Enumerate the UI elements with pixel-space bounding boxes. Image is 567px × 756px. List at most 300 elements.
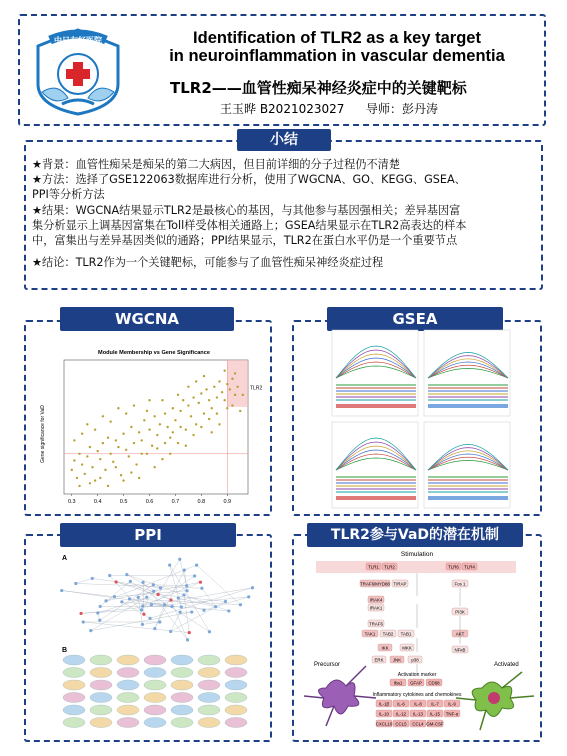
ppi-edge [122,602,150,619]
gsea-rank-bar [336,496,416,500]
scatter-point [112,461,114,463]
scatter-point [146,453,148,455]
scatter-point [229,388,231,390]
scatter-point [169,453,171,455]
gsea-hit-band [336,390,416,392]
signal-node-label: IKK [381,645,389,651]
scatter-point [177,442,179,444]
summary-results-2: 集分析显示上调基因富集在Toll样受体相关通路上；GSEA结果显示在TLR2高表达的样本 [32,218,467,232]
ppi-edge [171,600,188,640]
ppi-edge [76,578,92,583]
cytokine-box-label: IL-9 [448,701,456,707]
ppi-node [202,609,205,612]
scatter-point [151,445,153,447]
gsea-title: GSEA [327,307,503,331]
x-tick-label: 0.9 [223,499,232,505]
scatter-point [156,434,158,436]
activated-label: Activated [494,662,519,668]
scatter-point [148,399,150,401]
scatter-point [86,423,88,425]
scatter-point [179,426,181,428]
scatter-point [133,404,135,406]
ppi-edge [197,565,241,605]
gsea-hit-band [428,390,508,392]
activation-marker-box-label: Iba1 [393,680,403,686]
scatter-point [234,372,236,374]
ppi-node [99,605,102,608]
signal-node-label: TRAF6/MYD88 [360,581,390,587]
scatter-point [91,466,93,468]
scatter-point [192,434,194,436]
ppi-node [89,629,92,632]
cytokine-box-label: IL-13 [412,711,424,717]
title-en-line1: Identification of TLR2 as a key target [193,29,481,47]
ppi-gene-bubble [144,693,166,703]
scatter-point [146,410,148,412]
ppi-node [137,596,140,599]
scatter-point [226,407,228,409]
gsea-hit-band [336,384,416,386]
ppi-edge [170,565,210,632]
ppi-node [224,600,227,603]
ppi-gene-bubble [225,693,247,703]
scatter-point [190,415,192,417]
scatter-point [73,439,75,441]
ppi-node [128,597,131,600]
signal-node-label: ERK [374,657,384,663]
cytokine-box-label: IL-6 [397,701,405,707]
ppi-gene-bubble [90,705,112,715]
scatter-point [102,415,104,417]
scatter-point [231,404,233,406]
author: 王玉晔 B2021023027 [220,102,345,116]
gsea-hit-band [428,488,508,490]
ppi-node [177,597,180,600]
ppi-node [163,603,166,606]
ppi-node [129,580,132,583]
gsea-rank-bar [428,496,508,500]
scatter-point [179,410,181,412]
ppi-gene-bubble [90,668,112,678]
ppi-gene-bubble [144,680,166,690]
scatter-point [185,445,187,447]
ppi-node [152,583,155,586]
ppi-gene-bubble [90,693,112,703]
ppi-node [108,574,111,577]
scatter-point [128,455,130,457]
scatter-point [122,433,124,435]
scatter-point [73,459,75,461]
scatter-point [172,431,174,433]
scatter-point [203,412,205,414]
gsea-hit-band [428,393,508,395]
ppi-node [96,611,99,614]
scatter-point [185,428,187,430]
membrane-band [316,561,516,573]
scatter-point [236,386,238,388]
ppi-node [200,587,203,590]
gsea-hit-band [336,479,416,481]
scatter-point [208,399,210,401]
scatter-point [125,412,127,414]
scatter-point [218,423,220,425]
precursor-label: Precursor [314,662,341,668]
signal-node-label: JNK [392,657,402,663]
ppi-node [180,605,183,608]
ppi-node [115,580,118,583]
gsea-hit-band [336,485,416,487]
ppi-node [74,582,77,585]
cytokines-label: Inflammatory cytokines and chemokines [372,692,462,698]
scatter-point [226,383,228,385]
signal-node-label: IRAK4 [369,597,383,603]
summary-title: 小结 [237,129,331,151]
scatter-point [213,386,215,388]
scatter-point [154,466,156,468]
signal-node-label: TAB1 [400,631,412,637]
ppi-node [104,599,107,602]
scatter-point [130,426,132,428]
ppi-node [113,595,116,598]
cytokine-box-label: IL-10 [378,711,390,717]
signal-node-label: TAK1 [364,631,376,637]
summary-background: ★背景：血管性痴呆是痴呆的第二大病因，但目前详细的分子过程仍不清楚 [32,158,401,171]
ppi-node [158,620,161,623]
x-tick-label: 0.6 [145,499,154,505]
ppi-node [169,630,172,633]
gsea-hit-band [336,482,416,484]
scatter-point [164,412,166,414]
gsea-hit-band [428,384,508,386]
wgcna-plot-frame [64,360,248,494]
cytokine-box-label: CCL4 [412,721,424,727]
ppi-gene-bubble [198,680,220,690]
ppi-node [247,595,250,598]
scatter-point [115,439,117,441]
ppi-edge [92,578,160,588]
scatter-point [117,446,119,448]
ppi-gene-bubble [63,655,85,665]
hospital-logo [32,26,124,118]
x-tick-label: 0.4 [93,499,102,505]
ppi-panel-b-label: B [62,647,68,654]
ppi-gene-bubble [198,668,220,678]
x-tick-label: 0.7 [171,499,180,505]
ppi-node [182,593,185,596]
ppi-node [214,605,217,608]
ppi-node [168,564,171,567]
scatter-point [195,423,197,425]
scatter-point [156,447,158,449]
ppi-gene-bubble [198,718,220,728]
activation-marker-box-label: CD68 [428,680,440,686]
scatter-point [216,412,218,414]
scatter-point [172,407,174,409]
scatter-point [187,404,189,406]
summary-methods-1: ★方法：选择了GSE122063数据库进行分析，使用了WGCNA、GO、KEGG、GSEA、 [32,173,466,187]
scatter-point [221,391,223,393]
ppi-node [141,581,144,584]
scatter-point [154,415,156,417]
gsea-rank-bar [336,404,416,408]
scatter-point [187,386,189,388]
gsea-enrichment-plots [330,328,514,512]
scatter-point [234,394,236,396]
advisor: 导师：彭丹涛 [366,102,439,116]
cytokine-box-label: IL-1β [378,701,390,707]
ppi-node [60,589,63,592]
tlr2-highlight-region [227,360,248,407]
ppi-node [145,596,148,599]
ppi-gene-bubble [225,668,247,678]
ppi-node [199,581,202,584]
svg-text:中日友好医院: 中日友好医院 [54,36,102,45]
ppi-node [195,564,198,567]
ppi-node [79,612,82,615]
ppi-gene-bubble [90,655,112,665]
scatter-point [86,455,88,457]
gsea-hit-band [336,476,416,478]
ppi-node [150,603,153,606]
ppi-node [152,590,155,593]
ppi-gene-bubble [144,705,166,715]
ppi-node [179,611,182,614]
summary-panel [24,140,543,290]
ppi-node [185,584,188,587]
scatter-point [203,375,205,377]
signal-node-label: IRAK1 [369,605,383,611]
scatter-point [218,380,220,382]
scatter-point [231,378,233,380]
ppi-gene-bubble [90,680,112,690]
signal-node-label: Fos 1 [454,581,466,587]
ppi-gene-bubble [171,655,193,665]
ppi-gene-bubble [117,655,139,665]
scatter-point [117,407,119,409]
scatter-point [94,479,96,481]
ppi-gene-bubble [117,693,139,703]
ppi-edge [83,622,189,633]
gsea-hit-band [428,482,508,484]
scatter-point [78,485,80,487]
ppi-gene-bubble [90,718,112,728]
scatter-point [122,479,124,481]
ppi-gene-bubble [171,680,193,690]
receptor-box-label: TLR2 [384,564,395,570]
signal-node-label: NFκB [454,647,466,653]
scatter-point [143,419,145,421]
scatter-point [71,469,73,471]
activation-marker-box-label: GFAP [410,680,422,686]
ppi-gene-bubble [171,705,193,715]
ppi-gene-bubble [63,705,85,715]
signal-node-label: PI3K [455,609,465,615]
scatter-point [211,407,213,409]
gsea-hit-band [336,393,416,395]
ppi-node [188,631,191,634]
ppi-gene-bubble [225,655,247,665]
scatter-point [84,473,86,475]
ppi-node [156,593,159,596]
scatter-point [161,458,163,460]
ppi-node [142,613,145,616]
cytokine-box-label: GM-CSF [426,721,444,727]
ppi-edge [158,595,225,602]
activated-microglia-shape [456,672,534,730]
wgcna-ylabel: Gene significance for VaD [40,405,46,463]
signal-node-label: TIRAP [393,581,407,587]
summary-methods-2: PPI等分析方法 [32,188,105,202]
scatter-point [99,477,101,479]
receptor-box-label: TLR1 [368,564,379,570]
scatter-point [174,419,176,421]
wgcna-chart-title: Module Membership vs Gene Significance [98,350,210,356]
scatter-point [166,426,168,428]
ppi-gene-bubble [171,718,193,728]
ppi-node [190,610,193,613]
title-en-line2: in neuroinflammation in vascular dementia [169,47,505,65]
ppi-node [193,574,196,577]
scatter-point [159,423,161,425]
gsea-hit-band [428,485,508,487]
ppi-gene-bubble [198,693,220,703]
scatter-point [223,399,225,401]
mechanism-diagram [296,548,538,738]
scatter-point [107,485,109,487]
gsea-hit-band [428,387,508,389]
scatter-point [81,433,83,435]
summary-body [32,157,538,270]
scatter-point [102,442,104,444]
ppi-gene-bubble [144,718,166,728]
ppi-node [153,627,156,630]
scatter-point [133,442,135,444]
scatter-point [94,428,96,430]
scatter-point [164,442,166,444]
ppi-edge [204,597,249,610]
scatter-point [195,380,197,382]
ppi-node [148,617,151,620]
x-tick-label: 0.5 [119,499,128,505]
wgcna-scatter-chart [30,342,268,510]
x-tick-label: 0.8 [197,499,206,505]
cytokine-box-label: IL-15 [429,711,441,717]
wgcna-title: WGCNA [60,307,234,331]
signal-node-label: TRAF6 [369,621,383,627]
ppi-node [98,619,101,622]
scatter-point [107,437,109,439]
scatter-point [200,426,202,428]
ppi-gene-bubble [225,680,247,690]
precursor-microglia-shape [304,666,376,726]
scatter-point [89,446,91,448]
gsea-hit-band [428,399,508,401]
ppi-node [251,586,254,589]
scatter-point [169,437,171,439]
ppi-network-figure [60,552,256,736]
ppi-gene-bubble [225,718,247,728]
gsea-hit-band [336,399,416,401]
tlr2-point-label: TLR2 [250,385,263,392]
scatter-point [125,449,127,451]
ppi-gene-bubble [117,705,139,715]
gsea-hit-band [336,488,416,490]
activation-marker-label: Activation marker [397,672,437,678]
scatter-point [239,410,241,412]
gsea-hit-band [336,396,416,398]
title-zh: TLR2——血管性痴呆神经炎症中的关键靶标 [170,79,467,97]
ppi-node [120,600,123,603]
ppi-node [227,609,230,612]
ppi-node [91,577,94,580]
scatter-point [99,458,101,460]
ppi-node [239,603,242,606]
gsea-hit-band [336,387,416,389]
ppi-node [125,573,128,576]
scatter-point [211,431,213,433]
ppi-gene-bubble [171,693,193,703]
scatter-point [130,471,132,473]
cytokine-box-label: IL-7 [431,701,439,707]
scatter-point [216,396,218,398]
cytokine-box-label: CCL5 [395,721,407,727]
scatter-point [182,399,184,401]
scatter-point [242,394,244,396]
mechanism-title: TLR2参与VaD的潜在机制 [307,523,523,547]
scatter-point [161,399,163,401]
ppi-node [159,586,162,589]
scatter-point [96,450,98,452]
scatter-point [81,463,83,465]
ppi-node [82,620,85,623]
scatter-point [205,388,207,390]
gsea-hit-band [428,396,508,398]
scatter-point [89,482,91,484]
ppi-gene-bubble [63,668,85,678]
ppi-gene-bubble [63,718,85,728]
gsea-hit-band [428,479,508,481]
summary-results-1: ★结果：WGCNA结果显示TLR2是最核心的基因，与其他参与基因强相关；差异基因富 [32,203,461,217]
ppi-edge [62,591,115,597]
ppi-node [140,608,143,611]
ppi-gene-bubble [171,668,193,678]
scatter-point [223,370,225,372]
ppi-gene-bubble [225,705,247,715]
ppi-node [141,623,144,626]
signal-node-label: p38 [411,657,419,663]
scatter-point [138,431,140,433]
gsea-rank-bar [428,404,508,408]
scatter-point [141,439,143,441]
scatter-point [109,420,111,422]
scatter-point [192,396,194,398]
ppi-node [169,598,172,601]
ppi-gene-bubble [117,680,139,690]
header-panel [18,14,546,126]
ppi-gene-bubble [63,680,85,690]
ppi-title: PPI [60,523,236,547]
scatter-point [138,477,140,479]
ppi-node [208,630,211,633]
cytokine-box-label: IL-8 [414,701,422,707]
ppi-node [141,604,144,607]
x-tick-label: 0.3 [67,499,76,505]
scatter-point [120,474,122,476]
gsea-hit-band [428,491,508,493]
signal-node-label: AKT [455,631,465,637]
ppi-node [185,589,188,592]
ppi-gene-bubble [198,705,220,715]
